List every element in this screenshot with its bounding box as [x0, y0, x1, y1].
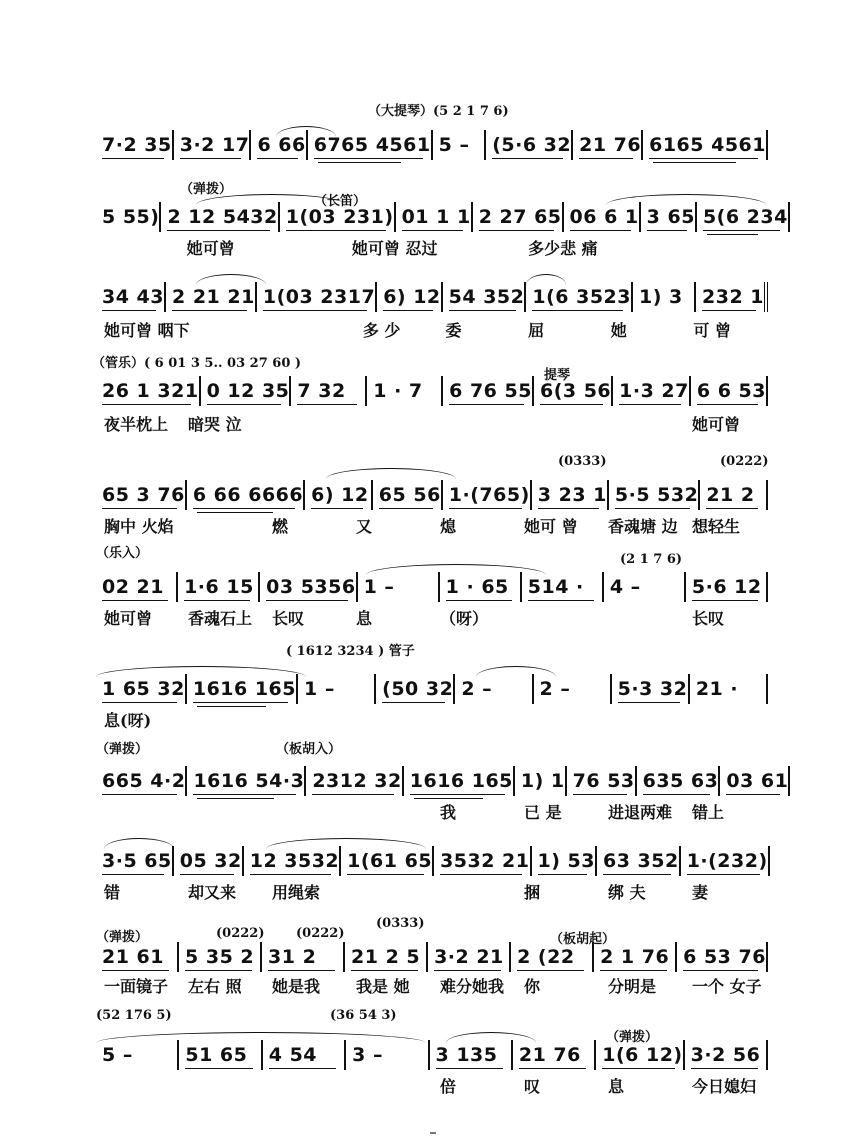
notes: 12 3532 [249, 850, 340, 872]
instrument-annotation: （弹拨） [96, 742, 149, 757]
lyric: 一个 女子 [692, 977, 762, 996]
notes: 5·6 12 [691, 576, 762, 598]
measure [440, 572, 522, 602]
measure [367, 376, 443, 406]
notes: 3532 21 [440, 850, 530, 872]
notes: 3 23 1 [537, 484, 607, 506]
lyric: 妻 [692, 883, 709, 902]
measure [604, 572, 686, 602]
measure [187, 766, 306, 796]
measure [96, 1040, 179, 1070]
lyric [180, 514, 264, 537]
measure [720, 766, 790, 796]
lyric [261, 236, 344, 259]
measure [681, 846, 770, 876]
measure [594, 942, 677, 972]
notes: 65 3 76 [102, 484, 185, 506]
measure [511, 942, 594, 972]
instrument-annotation: （弹拨） [96, 930, 149, 945]
notes: 1(03 2317 [262, 286, 376, 308]
lyric [432, 708, 516, 731]
measure [257, 282, 377, 312]
measure [685, 1040, 768, 1070]
notes: 01 1 1 [401, 206, 471, 228]
notes: 1 – [363, 576, 395, 598]
measure [567, 766, 637, 796]
measure [96, 202, 161, 232]
lyric [600, 708, 684, 731]
notes: 06 6 1 [569, 206, 639, 228]
measure [377, 282, 442, 312]
measure [433, 130, 487, 160]
instrument-annotation: (52 176 5) [96, 1008, 172, 1023]
lyric: 我 [440, 803, 457, 822]
page-mark [430, 1132, 436, 1134]
lyric: 叹 [524, 1077, 541, 1096]
measure [443, 376, 534, 406]
instrument-annotation: （板胡入） [276, 742, 342, 757]
measure [179, 1040, 262, 1070]
measure [430, 1040, 513, 1070]
notes: 1) 3 [639, 286, 683, 308]
lyric: 燃 [272, 517, 289, 536]
notes: 6) 12 [383, 286, 441, 308]
measure [690, 674, 768, 704]
measure [201, 376, 292, 406]
lyric: 可 曾 [693, 321, 731, 340]
instrument-annotation: （板胡起） [550, 932, 616, 947]
notes: 3 135 [435, 1044, 498, 1066]
measure [174, 846, 244, 876]
lyric: 想轻生 [692, 517, 741, 536]
measure [291, 376, 367, 406]
measure [434, 846, 531, 876]
lyric: 倍 [440, 1077, 457, 1096]
measure [96, 480, 187, 510]
measure-row [96, 376, 768, 406]
notes: 2 12 5432 [167, 206, 278, 228]
measure [341, 846, 434, 876]
lyric [685, 236, 768, 259]
lyric: 她可曾 [104, 609, 153, 628]
notes: 1) 1 [520, 770, 565, 792]
measure [691, 376, 768, 406]
measure [187, 674, 298, 704]
measure [641, 202, 697, 232]
notes: 6765 4561 [313, 134, 431, 156]
measure [513, 1040, 596, 1070]
notes: 1 – [304, 678, 335, 700]
lyric: 胸中 火焰 [104, 517, 174, 536]
measure [455, 674, 533, 704]
notes: 34 43 [102, 286, 164, 308]
notes: 7·2 35 [102, 134, 172, 156]
lyric [432, 880, 516, 903]
notes: 514 · [527, 576, 584, 598]
notes: 6) 12 [311, 484, 369, 506]
measure [473, 202, 564, 232]
lyric: 用绳索 [272, 883, 321, 902]
notes: 7 32 [297, 380, 346, 402]
notes: 03 61 [726, 770, 789, 792]
notes: 6 53 76 [683, 946, 766, 968]
measure [443, 282, 527, 312]
measure [373, 480, 443, 510]
measure [596, 1040, 684, 1070]
lyric: 多少悲 痛 [528, 239, 598, 258]
instrument-annotation: (0333) [376, 916, 425, 931]
notes: 1 · 7 [373, 380, 423, 402]
notes: 3·2 21 [434, 946, 504, 968]
measure [534, 674, 612, 704]
lyrics-row [96, 880, 768, 903]
lyric: 却又来 [188, 883, 237, 902]
lyric [432, 412, 516, 435]
notes: 2 21 21 [172, 286, 255, 308]
notes: 1) 53 [537, 850, 595, 872]
measure [443, 480, 532, 510]
instrument-annotation: 提琴 [544, 368, 571, 383]
lyric: 一面镜子 [104, 977, 169, 996]
measure [612, 674, 690, 704]
measure [526, 282, 633, 312]
measure-row [96, 130, 768, 160]
measure [633, 282, 696, 312]
measure-row [96, 846, 768, 876]
lyric [348, 800, 432, 823]
notes: 21 76 [579, 134, 642, 156]
measure [263, 1040, 346, 1070]
lyric: 已 是 [524, 803, 562, 822]
lyric: 香魂塘 边 [608, 517, 678, 536]
lyric: 左右 照 [188, 977, 242, 996]
notes: 3·5 65 [102, 850, 172, 872]
measure [260, 572, 357, 602]
lyric: 她可曾 [692, 415, 741, 434]
notes: 6(3 56 [539, 380, 612, 402]
notes: 1·3 27 [619, 380, 689, 402]
measure [404, 766, 515, 796]
measure [305, 480, 373, 510]
measure [609, 480, 700, 510]
lyric [516, 708, 600, 731]
notes: 1(6 12) [602, 1044, 683, 1066]
measure [637, 766, 721, 796]
lyric [348, 1074, 432, 1097]
measure [262, 942, 345, 972]
lyric: 熄 [440, 517, 457, 536]
lyric: 今日媳妇 [692, 1077, 757, 1096]
notes: 1·(765) [448, 484, 530, 506]
notes: 635 63 [642, 770, 719, 792]
lyric: 她可曾 咽下 [104, 321, 190, 340]
lyric: 她是我 [272, 977, 321, 996]
lyric [180, 708, 264, 731]
lyric [684, 708, 768, 731]
measure [174, 130, 252, 160]
lyric [264, 412, 348, 435]
measure [96, 130, 174, 160]
lyric: 她可曾 [186, 239, 235, 258]
lyric [348, 412, 432, 435]
measure [306, 766, 403, 796]
lyric: 进退两难 [608, 803, 673, 822]
notes: 5(6 234 [702, 206, 788, 228]
notes: 0 12 35 [206, 380, 290, 402]
notes: 1(6 3523 [532, 286, 631, 308]
lyric [264, 1074, 348, 1097]
measure [178, 572, 260, 602]
notes: 1·6 15 [184, 576, 254, 598]
measure [96, 766, 187, 796]
notes: 1(03 231) [285, 206, 394, 228]
notes: 5 – [438, 134, 470, 156]
notes: 665 4·2 [102, 770, 186, 792]
notes: 05 32 [179, 850, 242, 872]
lyric: 长叹 [692, 609, 725, 628]
measure-row [96, 202, 788, 232]
notes: 6 66 [257, 134, 306, 156]
notes: 2 (22 [517, 946, 575, 968]
notes: 3 65 [646, 206, 695, 228]
measure [522, 572, 604, 602]
instrument-annotation: (0333) [558, 454, 607, 469]
lyric [600, 412, 684, 435]
lyric [272, 318, 355, 341]
measure [96, 674, 187, 704]
measure-row [96, 942, 768, 972]
instrument-annotation: （管乐）( 6 01 3 5.. 03 27 60 ) [92, 356, 302, 371]
notes: 21 2 [706, 484, 755, 506]
notes: 5·5 532 [614, 484, 699, 506]
instrument-annotation: （弹拨） [606, 1030, 659, 1045]
lyric: 她 [610, 321, 627, 340]
lyric: 绑 夫 [608, 883, 646, 902]
lyric [96, 800, 180, 823]
notes: 6 66 6666 [192, 484, 304, 506]
lyric: 屈 [528, 321, 545, 340]
notes: 6 6 53 [696, 380, 766, 402]
instrument-annotation: (0222) [296, 926, 345, 941]
measure [597, 846, 681, 876]
notes: 1(61 65 [347, 850, 433, 872]
instrument-annotation: （长笛） [314, 194, 367, 209]
measure [96, 572, 178, 602]
notes: 5 35 2 [185, 946, 255, 968]
notes: 63 352 [602, 850, 679, 872]
measure [96, 282, 166, 312]
lyric: （呀） [440, 609, 489, 628]
lyric [264, 708, 348, 731]
lyric: 长叹 [272, 609, 305, 628]
notes: 1616 165 [192, 678, 296, 700]
lyrics-row [96, 514, 768, 537]
notes: 21 2 5 [351, 946, 421, 968]
lyrics-row [96, 974, 768, 997]
lyric: 暗哭 泣 [188, 415, 242, 434]
notes: 3·2 17 [179, 134, 250, 156]
notes: 1 · 65 [445, 576, 509, 598]
lyric: 你 [524, 977, 541, 996]
measure-row [96, 674, 768, 704]
lyric: 捆 [524, 883, 541, 902]
measure [345, 942, 428, 972]
instrument-annotation: （乐入） [96, 546, 149, 561]
measure [179, 942, 262, 972]
lyric: 难分她我 [440, 977, 505, 996]
measure [161, 202, 279, 232]
lyric: 错上 [692, 803, 725, 822]
notes: 3·2 56 [690, 1044, 761, 1066]
lyrics-row [96, 412, 768, 435]
lyric [180, 1074, 264, 1097]
measure [298, 674, 376, 704]
measure [532, 846, 597, 876]
measure-row [96, 766, 789, 796]
measure [244, 846, 341, 876]
measure [166, 282, 257, 312]
lyrics-row [96, 236, 768, 259]
notes: 51 65 [185, 1044, 248, 1066]
notes: 31 2 [268, 946, 317, 968]
lyric [348, 708, 432, 731]
lyric [516, 606, 600, 629]
notes: 2 1 76 [600, 946, 670, 968]
lyrics-row [96, 800, 768, 823]
measure [187, 480, 305, 510]
notes: 4 54 [268, 1044, 318, 1066]
measure [96, 846, 174, 876]
measure [346, 1040, 429, 1070]
notes: 65 56 [378, 484, 441, 506]
lyric: 她可 曾 [524, 517, 578, 536]
notes: 03 5356 [266, 576, 356, 598]
lyric [96, 236, 179, 259]
instrument-annotation: （大提琴）(5 2 1 7 6) [368, 104, 509, 119]
lyric: 香魂石上 [188, 609, 253, 628]
measure [428, 942, 511, 972]
instrument-annotation: （弹拨） [180, 182, 233, 197]
measure [396, 202, 473, 232]
notes: 76 53 [572, 770, 635, 792]
measure [532, 480, 609, 510]
measure [358, 572, 440, 602]
notes: 6165 4561 [649, 134, 766, 156]
lyric: 夜半枕上 [104, 415, 169, 434]
lyric [600, 606, 684, 629]
measure [564, 202, 641, 232]
notes: 5 – [102, 1044, 133, 1066]
notes: 54 352 [448, 286, 525, 308]
notes: 21 · [695, 678, 739, 700]
measure [696, 282, 768, 312]
measure [96, 942, 179, 972]
lyric [190, 318, 273, 341]
lyric [180, 800, 264, 823]
measure [686, 572, 768, 602]
measure-row [96, 480, 768, 510]
lyric: 息 [356, 609, 373, 628]
lyric: 她可曾 忍过 [351, 239, 438, 258]
notes: 26 1 321 [102, 380, 199, 402]
notes: 4 – [609, 576, 641, 598]
lyric: 多 少 [362, 321, 401, 340]
lyric [348, 880, 432, 903]
measure [280, 202, 396, 232]
measure [534, 376, 613, 406]
measure-row [96, 1040, 768, 1070]
measure [515, 766, 567, 796]
instrument-annotation: (0222) [720, 454, 769, 469]
measure [486, 130, 573, 160]
measure [573, 130, 643, 160]
measure [643, 130, 768, 160]
measure [376, 674, 455, 704]
lyric: 又 [356, 517, 373, 536]
measure [613, 376, 691, 406]
notes: (50 32 [382, 678, 454, 700]
lyric [96, 1074, 180, 1097]
notes: 5 55) [102, 206, 160, 228]
notes: 2 27 65 [478, 206, 562, 228]
measure-row [96, 572, 768, 602]
measure-row [96, 282, 768, 312]
instrument-annotation: ( 1612 3234 ) 管子 [286, 644, 415, 659]
measure [677, 942, 768, 972]
lyric: 委 [445, 321, 462, 340]
notes: 02 21 [102, 576, 164, 598]
notes: 2312 32 [312, 770, 402, 792]
lyric [603, 236, 686, 259]
notes: 5·3 32 [617, 678, 688, 700]
lyric [264, 800, 348, 823]
notes: 21 61 [102, 946, 164, 968]
notes: 232 1 [702, 286, 764, 308]
notes: 1616 165 [409, 770, 513, 792]
lyric: 分明是 [608, 977, 657, 996]
notes: 2 – [539, 678, 571, 700]
lyric: 息 [608, 1077, 625, 1096]
notes: 3 – [352, 1044, 383, 1066]
notes: 1616 54·3 [193, 770, 305, 792]
measure [700, 480, 768, 510]
notes: 1 65 32 [102, 678, 185, 700]
measure [697, 202, 790, 232]
lyrics-row [96, 606, 768, 629]
lyrics-row [96, 1074, 768, 1097]
instrument-annotation: (0222) [216, 926, 265, 941]
notes: 2 – [461, 678, 493, 700]
lyric: 息(呀) [104, 711, 152, 730]
instrument-annotation: (2 1 7 6) [620, 552, 683, 567]
notes: 21 76 [518, 1044, 581, 1066]
lyric: 错 [104, 883, 121, 902]
lyrics-row [96, 708, 768, 731]
lyric [516, 412, 600, 435]
instrument-annotation: (36 54 3) [330, 1008, 397, 1023]
lyrics-row [96, 318, 768, 341]
measure [96, 376, 201, 406]
notes: 1·(232) [686, 850, 768, 872]
lyric: 我是 她 [356, 977, 410, 996]
notes: 6 76 55 [449, 380, 532, 402]
notes: (5·6 32 [492, 134, 572, 156]
lyric [437, 236, 520, 259]
